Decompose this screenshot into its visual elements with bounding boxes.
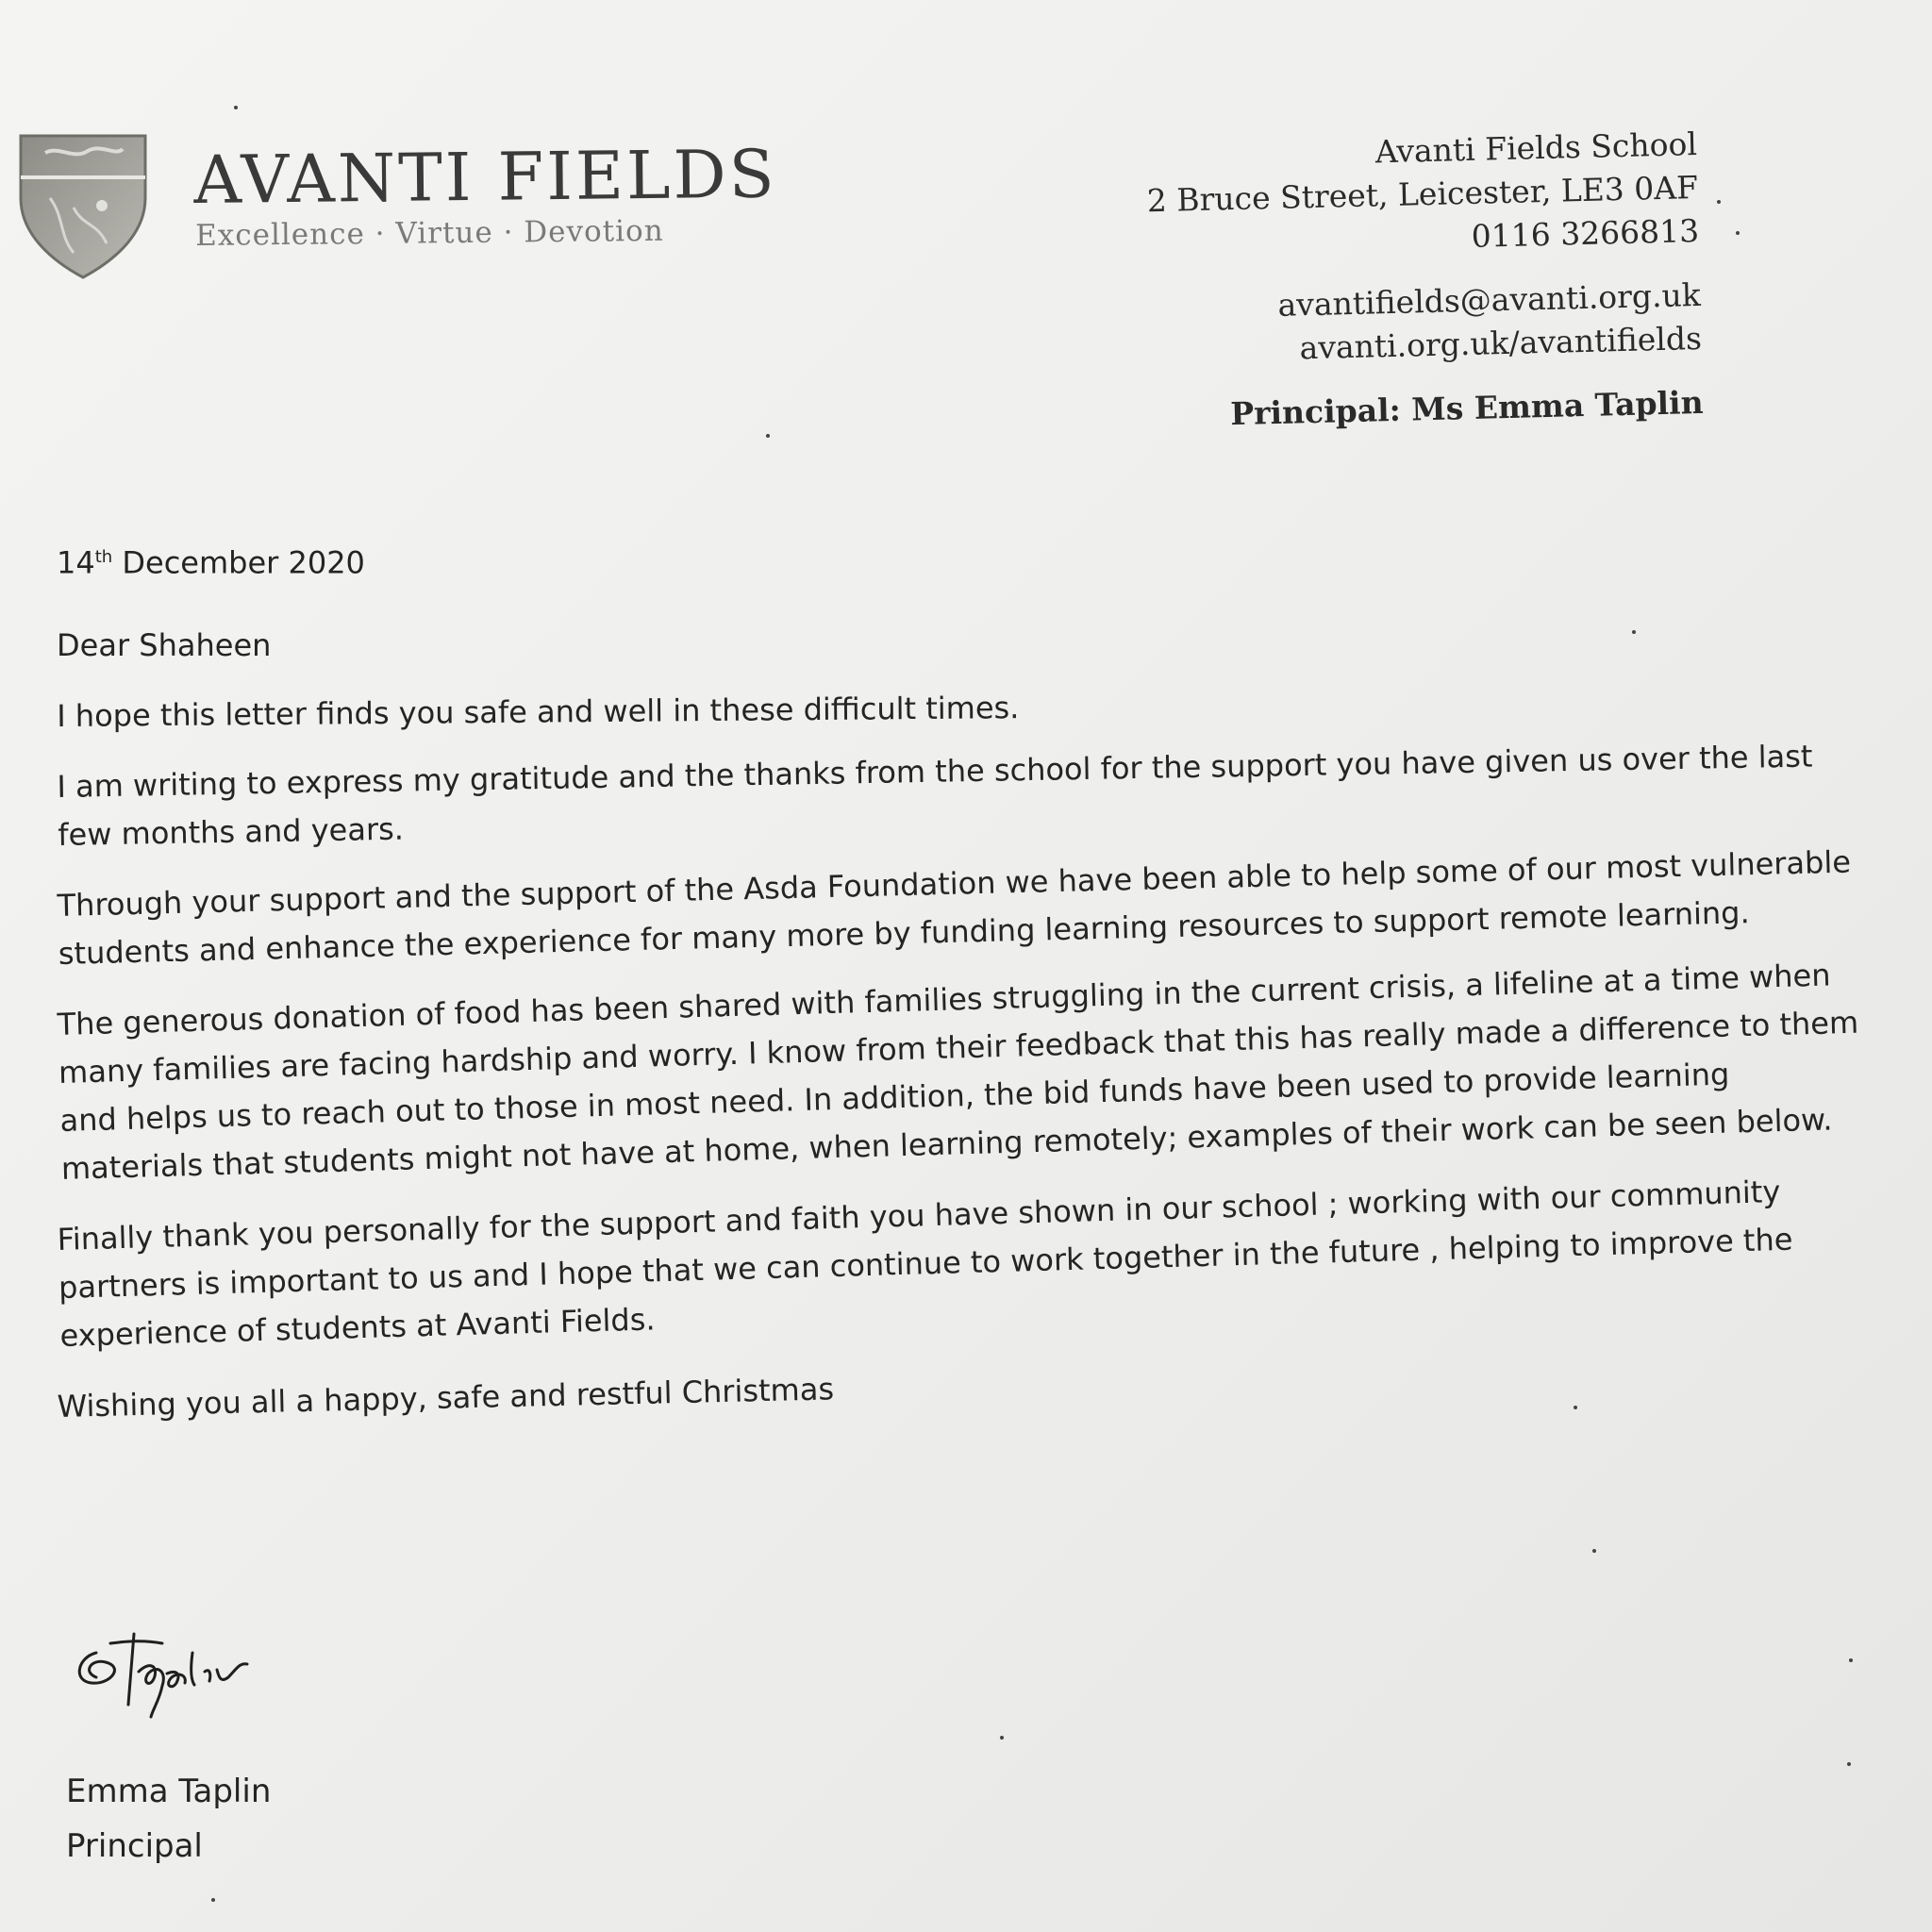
school-motto: Excellence · Virtue · Devotion (195, 213, 664, 253)
date-rest: December 2020 (112, 544, 365, 581)
school-name-heading: AVANTI FIELDS (193, 135, 777, 219)
paper-speck (211, 1898, 215, 1902)
handwritten-signature (68, 1615, 294, 1728)
paragraph-1: I hope this letter finds you safe and well in these difficult times. (57, 689, 1020, 734)
date-day: 14 (57, 544, 95, 581)
paper-speck (1736, 231, 1740, 235)
paragraph-5: Finally thank you personally for the support and faith you have shown in our school ; working with our community partners is important to us and I hope that we can continue to work together in the future , helping to improve the experience of students at Avanti Fields. (57, 1173, 1793, 1354)
paragraph-4: The generous donation of food has been shared with families struggling in the current crisis, a lifeline at a time when many families are facing hardship and worry. I know from their feedback that this has really made a difference to them and helps us to reach out to those in most need. In addition, the bid funds have been used to provide learning materials that students might not have at home, when learning remotely; examples of their work can be seen below. (57, 957, 1859, 1187)
salutation: Dear Shaheen (57, 626, 272, 663)
date-suffix: th (94, 547, 113, 567)
paper-speck (766, 434, 770, 438)
address-school-name: Avanti Fields School (1374, 125, 1698, 171)
address-phone: 0116 3266813 (1470, 211, 1700, 255)
paragraph-6: Wishing you all a happy, safe and restful Christmas (57, 1370, 835, 1424)
letter-date (57, 533, 1868, 588)
paper-speck (1000, 1736, 1004, 1740)
paper-speck (234, 106, 238, 109)
address-street: 2 Bruce Street, Leicester, LE3 0AF (1146, 168, 1699, 220)
address-email: avantifields@avanti.org.uk (1276, 275, 1701, 324)
signer-title: Principal (66, 1827, 203, 1865)
address-website: avanti.org.uk/avantifields (1298, 319, 1703, 367)
paper-speck (1592, 1549, 1596, 1553)
shield-crest-icon (17, 132, 149, 281)
paper-speck (1849, 1658, 1853, 1662)
paper-speck (1847, 1762, 1851, 1766)
paragraph-2: I am writing to express my gratitude and the thanks from the school for the support you have given us over the last few months and years. (57, 738, 1813, 853)
address-block (1145, 123, 1704, 438)
letter-body (57, 533, 1868, 1454)
paper-speck (1574, 1406, 1577, 1409)
address-principal: Principal: Ms Emma Taplin (1229, 383, 1704, 433)
signoff-block (66, 1764, 271, 1874)
paragraph-3: Through your support and the support of the Asda Foundation we have been able to help some of our most vulnerable students and enhance the experience for many more by funding learning resources to support remote learning. (57, 843, 1852, 972)
signer-name: Emma Taplin (66, 1773, 272, 1810)
paper-speck (1632, 630, 1636, 634)
paper-speck (1717, 200, 1721, 204)
